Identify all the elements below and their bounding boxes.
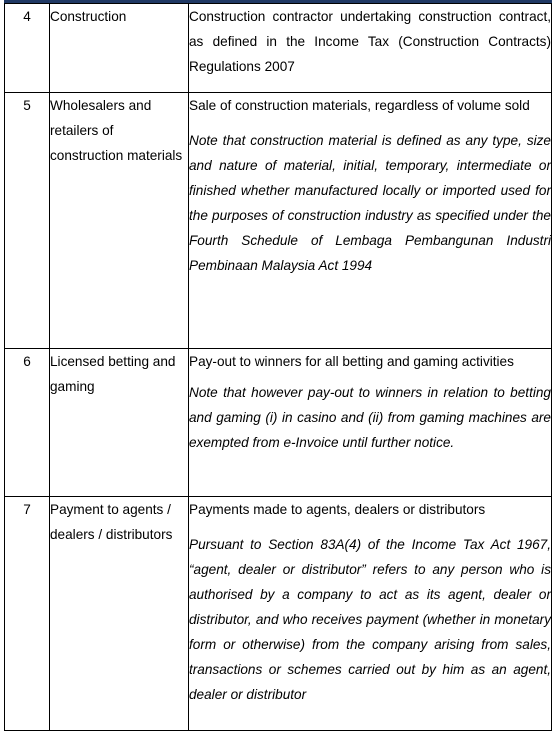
row-number: 4 [5,4,50,93]
row-number: 6 [5,349,50,497]
row-category: Wholesalers and retailers of construction materials [50,93,189,349]
row-note: Note that however pay-out to winners in relation to betting and gaming (i) in casino and (ii) from gaming machines are exempted from e-Invoice until further notice. [189,385,551,450]
row-category: Licensed betting and gaming [50,349,189,497]
row-number: 5 [5,93,50,349]
row-description: Sale of construction materials, regardless of volume sold [189,98,530,113]
table-row [5,93,552,349]
row-description: Payments made to agents, dealers or distributors [189,502,486,517]
row-category: Payment to agents / dealers / distributors [50,497,189,731]
table-row [5,349,552,497]
row-category: Construction [50,4,189,93]
row-description: Pay-out to winners for all betting and gaming activities [189,354,514,369]
table-row [5,497,552,731]
row-description: Construction contractor undertaking construction contract, as defined in the Income Tax (Construction Contracts) Regulations 2007 [189,9,551,74]
row-note: Pursuant to Section 83A(4) of the Income Tax Act 1967, “agent, dealer or distributor” refers to any person who is authorised by a company to act as its agent, dealer or distributor, and who receives payment (whether in monetary form or otherwise) from the company arising from sales, transactions or schemes carried out by him as an agent, dealer or distributor [189,537,551,702]
row-description-cell [189,497,552,731]
table-row [5,4,552,93]
row-note: Note that construction material is defined as any type, size and nature of material, initial, temporary, intermediate or finished whether manufactured locally or imported used for the purposes of construction industry as specified under the Fourth Schedule of Lembaga Pembangunan Industri Pembinaan Malaysia Act 1994 [189,133,551,273]
row-description-cell [189,349,552,497]
row-number: 7 [5,497,50,731]
einvoice-category-table [4,3,552,731]
row-description-cell [189,4,552,93]
row-description-cell [189,93,552,349]
